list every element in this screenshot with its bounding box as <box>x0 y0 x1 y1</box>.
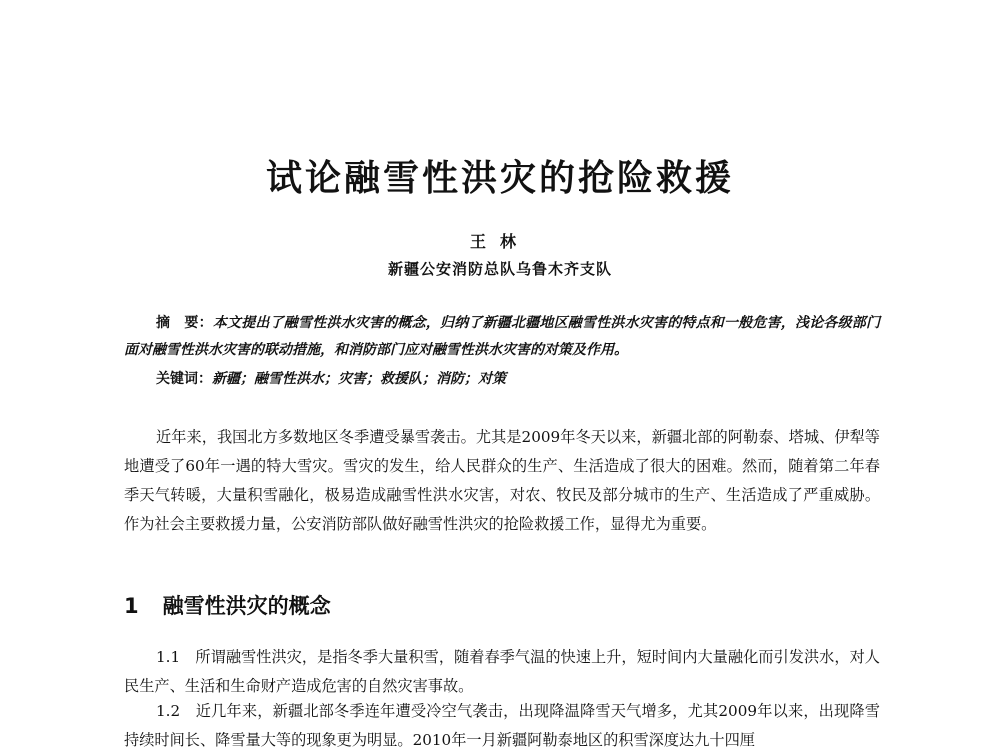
paper-title: 试论融雪性洪灾的抢险救援 <box>265 158 734 199</box>
abstract-text: 本文提出了融雪性洪水灾害的概念，归纳了新疆北疆地区融雪性洪水灾害的特点和一般危害，浅论各级部门面对融雪性洪水灾害的联动措施，和消防部门应对融雪性洪水灾害的对策及作用。 <box>124 315 881 358</box>
paragraph-1-1-text: 1.1 所谓融雪性洪灾，是指冬季大量积雪，随着春季气温的快速上升，短时间内大量融化而引发洪水，对人民生产、生活和生命财产造成危害的自然灾害事故。 <box>124 648 880 695</box>
section-heading <box>124 590 331 620</box>
abstract-label: 摘 要： <box>156 315 213 331</box>
section-title: 融雪性洪灾的概念 <box>162 594 331 618</box>
abstract <box>124 310 880 364</box>
intro-text: 近年来，我国北方多数地区冬季遭受暴雪袭击。尤其是2009年冬天以来，新疆北部的阿勒泰、塔城、伊犁等地遭受了60年一遇的特大雪灾。雪灾的发生，给人民群众的生产、生活造成了很大的困难。然而，随着第二年春季天气转暖，大量积雪融化，极易造成融雪性洪水灾害，对农、牧民及部分城市的生产、生活造成了严重威胁。作为社会主要救援力量，公安消防部队做好融雪性洪灾的抢险救援工作，显得尤为重要。 <box>124 428 880 533</box>
paragraph-1-2-text: 1.2 近几年来，新疆北部冬季连年遭受冷空气袭击，出现降温降雪天气增多，尤其2009年以来，出现降雪持续时间长、降雪量大等的现象更为明显。2010年一月新疆阿勒泰地区的积雪深度达九十四厘 <box>124 702 880 749</box>
keywords <box>124 366 880 393</box>
paragraph-1-1 <box>124 643 880 701</box>
paragraph-1-2 <box>124 697 880 755</box>
section-number: 1 <box>124 594 139 618</box>
intro-paragraph <box>124 423 880 539</box>
author-name: 王林 <box>469 232 530 251</box>
keywords-text: 新疆；融雪性洪水；灾害；救援队；消防；对策 <box>212 371 506 387</box>
keywords-label: 关键词： <box>156 371 212 387</box>
author-affiliation: 新疆公安消防总队乌鲁木齐支队 <box>387 260 612 278</box>
